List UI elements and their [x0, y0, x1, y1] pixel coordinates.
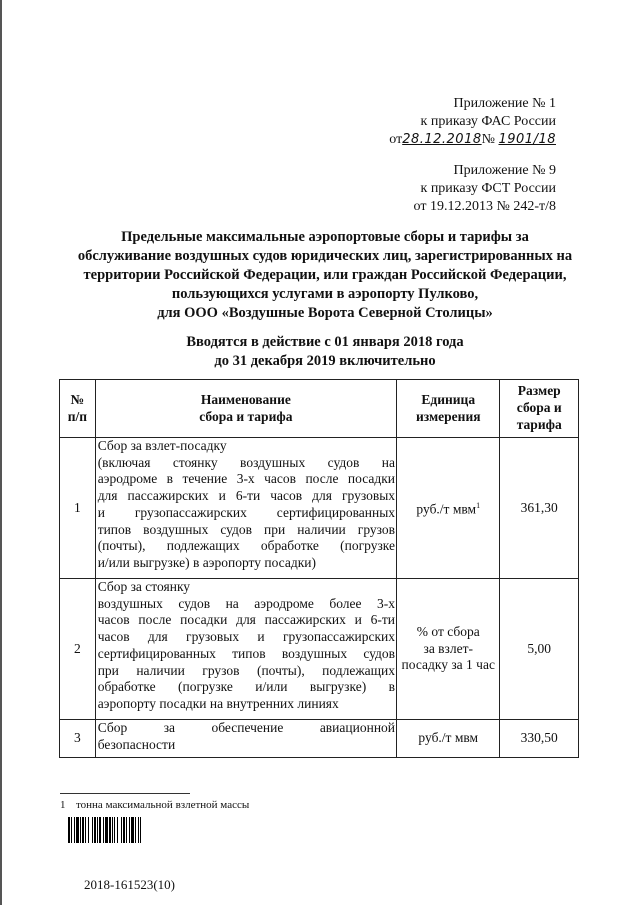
header-amount	[500, 380, 579, 438]
document-number: 2018-161523(10)	[84, 877, 175, 892]
fee-name-line: аэродроме в течение 3-х часов после посадки	[97, 471, 396, 487]
header-name-line: Наименование	[200, 391, 291, 407]
fee-name-line: безопасности	[97, 736, 176, 752]
fee-name-line: и/или выгрузке) в аэропорту посадки)	[97, 554, 316, 570]
fee-name-line: (почты), подлежащих обработке (погрузке	[97, 538, 396, 554]
row-number: 1	[60, 438, 96, 579]
unit-text: руб./т мвм	[416, 501, 477, 517]
header-name-line: сбора и тарифа	[199, 408, 293, 424]
fee-name-line: воздушных судов на аэродроме более 3-х	[97, 595, 396, 611]
effective-period	[55, 333, 595, 371]
fee-name-line: Сбор за взлет-посадку	[97, 438, 227, 453]
number-prefix: №	[481, 132, 495, 147]
header-number-line: №	[70, 391, 85, 407]
table-header-row	[60, 380, 579, 438]
fee-name-line: (включая стоянку воздушных судов на	[97, 454, 396, 470]
unit-line: % от сбора	[416, 623, 480, 639]
fee-name-line: обработке (погрузке и/или выгрузке) в	[97, 679, 396, 695]
unit-cell: руб./т мвм	[397, 720, 500, 758]
fee-name-line: сертифицированных типов воздушных судов	[97, 645, 396, 661]
effective-line: Вводятся в действие с 01 января 2018 года	[186, 334, 464, 350]
row-number: 3	[60, 720, 96, 758]
appendix-1-title: Приложение № 1	[453, 96, 556, 111]
unit-line: посадку за 1 час	[401, 657, 495, 673]
unit-cell	[397, 438, 500, 579]
handwritten-number: 1901/18	[498, 132, 556, 147]
fee-name-line: Сбор за обеспечение авиационной	[97, 720, 396, 735]
unit-line: за взлет-	[423, 640, 474, 656]
appendix-9-order: к приказу ФСТ России	[420, 181, 556, 196]
fee-name-line: часов для грузовых и грузопассажирских	[97, 629, 396, 645]
table-row	[60, 720, 579, 758]
appendix-9-date-number: от 19.12.2013 № 242-т/8	[413, 199, 556, 214]
header-amount-line: Размер	[517, 383, 561, 399]
fee-name-line: и грузопассажирских сертифицированных	[97, 504, 396, 520]
title-line: территории Российской Федерации, или граждан Российской Федерации,	[83, 267, 567, 283]
fee-name-line: аэропорту посадки на внутренних линиях	[97, 695, 339, 711]
appendix-1-block	[380, 95, 556, 149]
fee-name-line: типов воздушных судов при наличии грузов	[97, 521, 396, 537]
barcode	[68, 817, 164, 843]
footnote-number: 1	[60, 799, 66, 811]
footnote-text: тонна максимальной взлетной массы	[76, 799, 250, 811]
header-unit	[397, 380, 500, 438]
appendix-9-title: Приложение № 9	[453, 163, 556, 178]
table-row	[60, 438, 579, 579]
header-number	[60, 380, 96, 438]
effective-line: до 31 декабря 2019 включительно	[214, 353, 436, 369]
title-line: Предельные максимальные аэропортовые сборы и тарифы за	[121, 229, 529, 245]
fees-table	[59, 379, 579, 758]
footnote	[60, 799, 249, 811]
unit-cell	[397, 579, 500, 720]
appendix-1-order: к приказу ФАС России	[420, 114, 556, 129]
amount-cell: 330,50	[500, 720, 579, 758]
page-edge-line	[0, 0, 2, 905]
barcode-bar	[141, 817, 143, 843]
title-line: пользующихся услугами в аэропорту Пулково,	[171, 286, 479, 302]
fee-name-line: при наличии грузов (почты), подлежащих	[97, 662, 396, 678]
header-amount-line: тарифа	[516, 416, 562, 432]
amount-cell: 5,00	[500, 579, 579, 720]
header-name	[95, 380, 396, 438]
fee-name	[95, 438, 396, 579]
title-line: для ООО «Воздушные Ворота Северной Столицы»	[157, 305, 493, 321]
fee-name	[95, 720, 396, 758]
fee-name-line: Сбор за стоянку	[97, 579, 191, 594]
fee-name	[95, 579, 396, 720]
header-amount-line: сбора и	[516, 400, 562, 416]
appendix-1-date-line	[380, 131, 556, 149]
footnote-separator	[60, 793, 190, 794]
title-line: обслуживание воздушных судов юридических лиц, зарегистрированных на	[77, 248, 573, 264]
appendix-9-block	[380, 162, 556, 216]
footnote-marker: 1	[476, 500, 481, 510]
fee-name-line: для пассажирских и 6-ти часов для грузовых	[97, 488, 396, 504]
amount-cell: 361,30	[500, 438, 579, 579]
header-unit-line: Единица	[421, 391, 476, 407]
row-number: 2	[60, 579, 96, 720]
header-number-line: п/п	[67, 408, 87, 424]
document-title	[55, 228, 595, 323]
fee-name-line: часов после посадки для пассажирских и 6-ти	[97, 612, 396, 628]
handwritten-date: 28.12.2018	[402, 132, 482, 147]
table-row	[60, 579, 579, 720]
header-unit-line: измерения	[415, 408, 481, 424]
date-prefix: от	[389, 132, 403, 147]
